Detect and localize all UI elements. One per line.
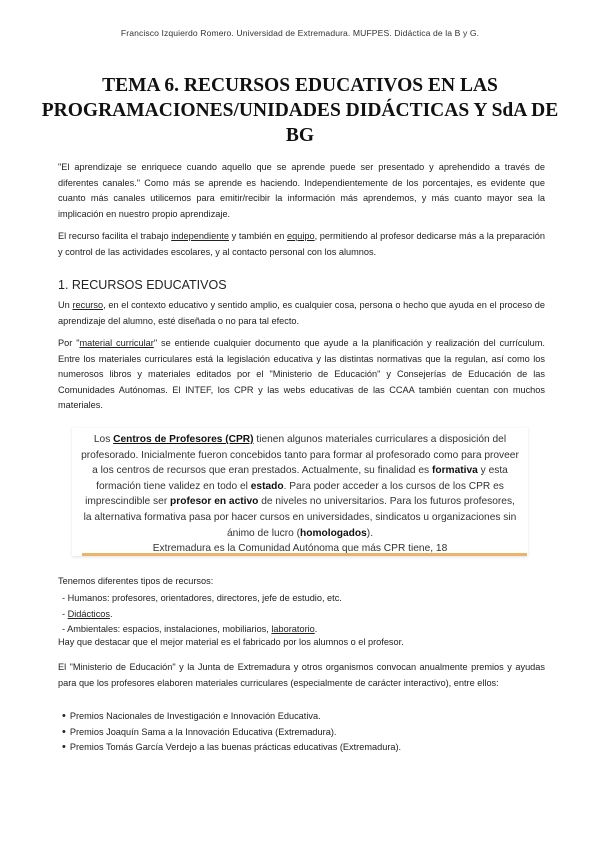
page-header: Francisco Izquierdo Romero. Universidad de Extremadura. MUFPES. Didáctica de la B y G. [120,28,480,38]
resource-definition: Un recurso, en el contexto educativo y sentido amplio, es cualquier cosa, persona o hecho que ayuda en el proceso de aprendizaje del alumno, esté diseñada o no para tal efecto. [58,300,545,326]
curricular-material-paragraph: Por "material curricular" se entiende cualquier documento que ayude a la planificación y realización del currículum. Entre los materiales curriculares está la legislación educativa y las distintas normativas que la regulan, así como los numerosos libros y materiales editados por el "Ministerio de Educación" y Consejerías de Educación de las Comunidades Autónomas. El INTEF, los CPR y las webs educativas de las CCAA también cuentan con muchos materiales. [58,338,545,411]
underlined-term: equipo [286,231,315,241]
resource-types-closing: Hay que destacar que el mejor material es el fabricado por los alumnos o el profesor. [58,637,404,647]
underlined-term: recurso [72,300,104,310]
underlined-term: independiente [171,231,229,241]
list-item: • Premios Nacionales de Investigación e Innovación Educativa. [62,709,401,725]
intro-paragraph-1: "El aprendizaje se enriquece cuando aquello que se aprende puede ser presentado y aprehendido a través de diferentes canales." Como más se aprende es haciendo. Independientemente de los porcentajes, es evidente que cuanto más canales utilicemos para emitir/recibir la información más aprendemos, y más cuanto mayor sea la implicación en nuestro propio aprendizaje. [58,162,545,219]
section-heading: 1. RECURSOS EDUCATIVOS [58,278,227,292]
awards-intro: El "Ministerio de Educación" y la Junta de Extremadura y otros organismos convocan anualmente premios y ayudas para que los profesores elaboren materiales curriculares (especialmente de carácter interactivo), entre ellos: [58,662,545,688]
list-item: • Premios Joaquín Sama a la Innovación Educativa (Extremadura). [62,725,401,741]
list-item: - Didácticos. [62,607,342,623]
underlined-term: material curricular [79,338,154,348]
page-title: TEMA 6. RECURSOS EDUCATIVOS EN LAS PROGRAMACIONES/UNIDADES DIDÁCTICAS Y SdA DE BG [41,75,559,146]
resource-types-list [62,591,342,638]
list-item: - Ambientales: espacios, instalaciones, mobiliarios, laboratorio. [62,622,342,638]
intro-paragraph-2: El recurso facilita el trabajo independiente y también en equipo, permitiendo al profesor dedicarse más a la preparación y control de las actividades escolares, y al contacto personal con los alumnos. [58,231,545,257]
resource-types-intro: Tenemos diferentes tipos de recursos: [58,576,214,586]
list-item: - Humanos: profesores, orientadores, directores, jefe de estudio, etc. [62,591,342,607]
cpr-fact: Extremadura es la Comunidad Autónoma que más CPR tiene, 18 [152,543,448,555]
list-item: • Premios Tomás García Verdejo a las buenas prácticas educativas (Extremadura). [62,740,401,756]
awards-list [62,709,401,756]
cpr-callout-text: Los Centros de Profesores (CPR) tienen algunos materiales curriculares a disposición del profesorado. Inicialmente fueron concebidos tanto para formar al profesorado como para proveer a los centros de recursos que eran prestados. Actualmente, su finalidad es formativa y esta formación tiene validez en todo el estado. Para poder acceder a los cursos de los CPR es imprescindible ser profesor en activo de niveles no universitarios. Para los futuros profesores, la alternativa formativa pasa por hacer cursos en universidades, sindicatos u organizaciones sin ánimo de lucro (homologados). Extremadura es la Comunidad Autónoma que más CPR tiene, 18 [81,434,519,555]
